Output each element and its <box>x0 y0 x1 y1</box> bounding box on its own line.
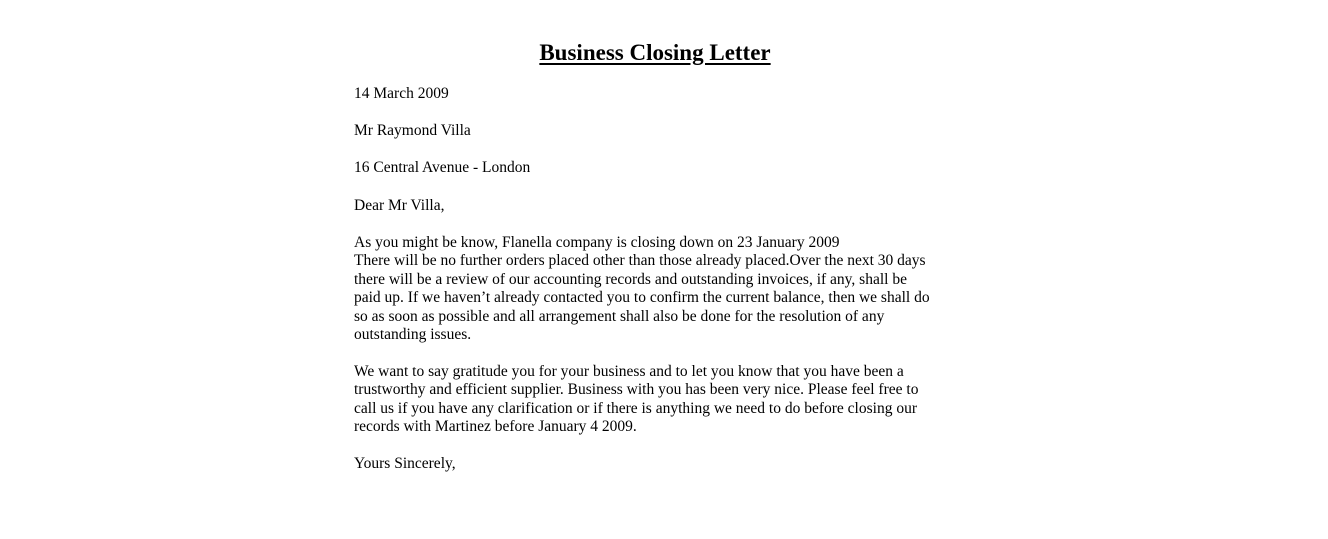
salutation: Dear Mr Villa, <box>354 197 445 214</box>
paragraph-line: outstanding issues. <box>354 326 472 344</box>
paragraph-line: records with Martinez before January 4 2009. <box>354 418 637 436</box>
body-paragraph-2 <box>354 363 954 437</box>
paragraph-line: As you might be know, Flanella company is closing down on 23 January 2009 <box>354 234 840 251</box>
paragraph-line: There will be no further orders placed other than those already placed.Over the next 30 days <box>354 252 926 270</box>
closing: Yours Sincerely, <box>354 455 456 472</box>
recipient-address: 16 Central Avenue - London <box>354 159 531 176</box>
paragraph-line: trustworthy and efficient supplier. Business with you has been very nice. Please feel free to <box>354 381 919 399</box>
paragraph-line: call us if you have any clarification or if there is anything we need to do before closing our <box>354 399 917 417</box>
paragraph-line: We want to say gratitude you for your business and to let you know that you have been a <box>354 363 904 380</box>
paragraph-line: there will be a review of our accounting records and outstanding invoices, if any, shall be <box>354 270 907 288</box>
body-paragraph-1 <box>354 234 954 344</box>
paragraph-line: paid up. If we haven’t already contacted you to confirm the current balance, then we shall do <box>354 289 930 307</box>
letter-date: 14 March 2009 <box>354 85 449 102</box>
recipient-name: Mr Raymond Villa <box>354 122 471 139</box>
letter-title: Business Closing Letter <box>539 40 771 65</box>
paragraph-line: so as soon as possible and all arrangement shall also be done for the resolution of any <box>354 307 885 325</box>
